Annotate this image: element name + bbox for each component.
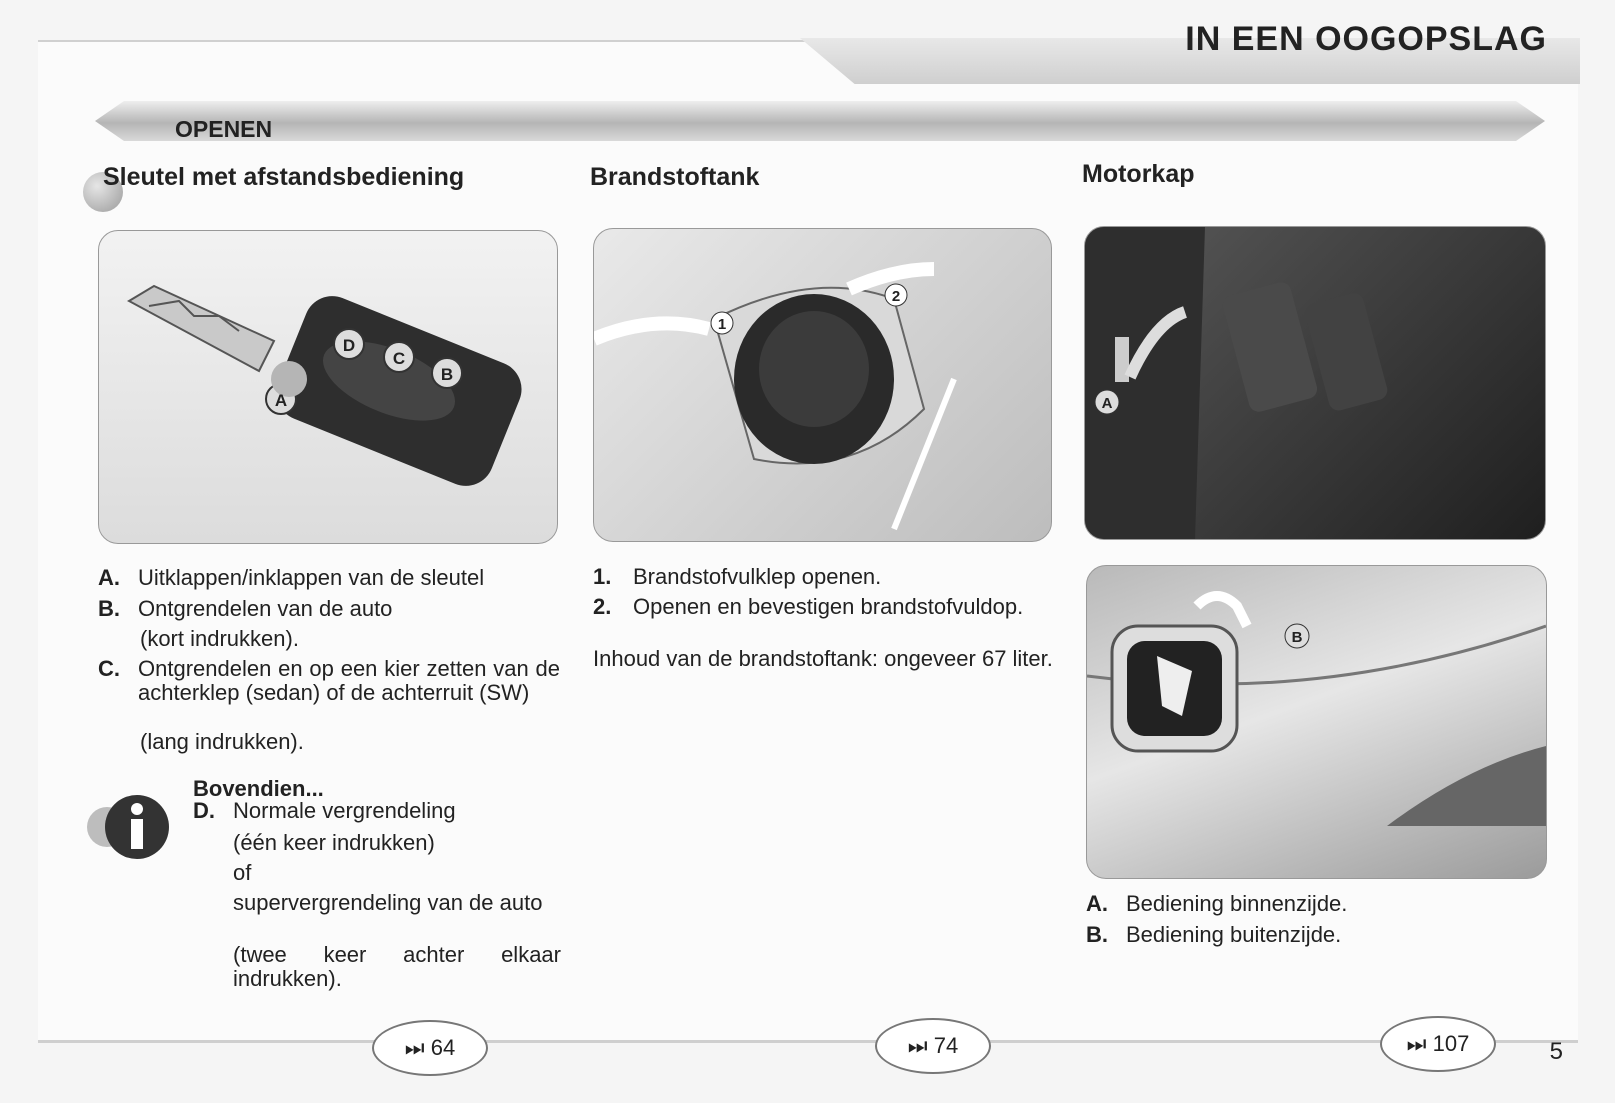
info-line-2: (één keer indrukken) [233,830,435,855]
skip-forward-icon: ⏭ [1406,1031,1427,1056]
page-number: 5 [1549,1038,1563,1065]
key-heading: Sleutel met afstandsbediening [103,163,465,191]
key-item-c-note: (lang indrukken). [140,729,304,754]
callout-2: 2 [891,288,901,305]
hood-exterior-illustration [1086,565,1547,879]
hood-heading: Motorkap [1082,160,1195,188]
hood-interior-illustration [1084,226,1546,540]
key-item-a: A. Uitklappen/inklappen van de sleutel [98,565,485,590]
fuel-heading: Brandstoftank [590,163,760,191]
fuel-illustration [593,228,1052,542]
info-title: Bovendien... [193,776,324,801]
skip-forward-icon: ⏭ [404,1035,425,1060]
key-item-b-note: (kort indrukken). [140,626,299,651]
callout-b: B [440,365,454,384]
skip-forward-icon: ⏭ [907,1033,928,1058]
hood-exterior-drawing [1087,566,1546,878]
fuel-drawing [594,229,1051,541]
fuel-item-2: 2. Openen en bevestigen brandstofvuldop. [593,594,1024,619]
hood-item-b: B. Bediening buitenzijde. [1086,922,1342,947]
info-line-4: supervergrendeling van de auto [233,890,543,915]
section-bar [95,101,1545,141]
ref-link-107[interactable]: ⏭ 107 [1380,1016,1496,1072]
ref-link-74[interactable]: ⏭ 74 [875,1018,991,1074]
bottom-rule [38,1040,1578,1043]
key-item-b: B. Ontgrendelen van de auto [98,596,393,621]
callout-1: 1 [717,316,727,333]
page-title: IN EEN OOGOPSLAG [1185,20,1547,58]
info-line-3: of [233,860,252,885]
info-icon [85,792,175,862]
fuel-capacity: Inhoud van de brandstoftank: ongeveer 67 liter. [593,646,1053,671]
key-illustration [98,230,558,544]
hood-interior-drawing [1085,227,1545,539]
key-item-c: C. Ontgrendelen en op een kier zetten van de achterklep (sedan) of de achterruit (SW) [98,656,560,705]
info-line-5: (twee keer achter elkaar indrukken). [233,942,561,991]
ref-link-64[interactable]: ⏭ 64 [372,1020,488,1076]
hood-callout-b: B [1291,629,1303,646]
key-drawing [99,231,557,543]
info-item-d: D. Normale vergrendeling [193,798,456,823]
hood-callout-a: A [1101,395,1113,412]
section-title: OPENEN [175,116,273,142]
fuel-item-1: 1. Brandstofvulklep openen. [593,564,882,589]
callout-d: D [342,336,356,355]
callout-a: A [274,391,288,410]
callout-c: C [392,349,406,368]
hood-item-a: A. Bediening binnenzijde. [1086,891,1348,916]
